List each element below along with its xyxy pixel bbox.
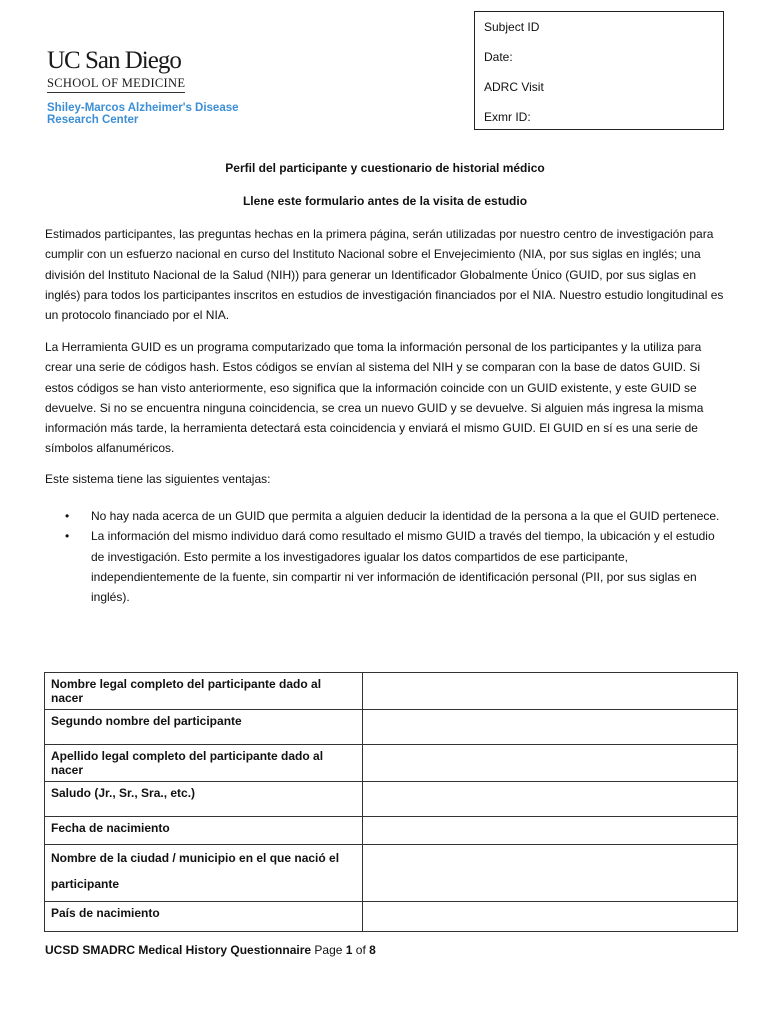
ucsd-logo (47, 48, 239, 126)
subject-id-label: Subject ID (484, 20, 540, 34)
logo-uc-san-diego: UC San Diego (47, 47, 181, 74)
footer-page-number: 1 (345, 943, 353, 957)
birth-country-field[interactable] (363, 902, 738, 932)
table-row (45, 902, 738, 932)
logo-center-line1: Shiley-Marcos Alzheimer's Disease (47, 102, 239, 114)
footer-page-total: 8 (369, 943, 376, 957)
list-item (45, 526, 731, 607)
document-title: Perfil del participante y cuestionario de historial médico (225, 161, 545, 175)
row-label-birth-city: Nombre de la ciudad / municipio en el que nació el participante (45, 845, 363, 902)
table-row (45, 817, 738, 845)
guid-tool-paragraph: La Herramienta GUID es un programa computarizado que toma la información personal de los participantes y la utiliza para crear una serie de códigos hash. Estos códigos se envían al sistema del NIH y se comparan con la base de datos GUID. Si estos códigos se han visto anteriormente, eso significa que la información coincide con un GUID existente, y este GUID se devuelve. Si no se encuentra ninguna coincidencia, se crea un nuevo GUID y se devuelve. Si alguien más ingresa la misma información más tarde, la herramienta detectará esta coincidencia y enviará el mismo GUID. El GUID en sí es una serie de símbolos alfanuméricos. (45, 340, 704, 456)
list-item (45, 506, 731, 526)
row-label-birth-country: País de nacimiento (45, 902, 363, 932)
bullet-text: La información del mismo individuo dará como resultado el mismo GUID a través del tiempo, la ubicación y el estudio de investigación. Esto permite a los investigadores igualar los datos compartidos de ese participante, independientemente de la fuente, sin compartir ni ver información de identificación personal (PII, por sus siglas en inglés). (91, 529, 715, 605)
row-label-birth-date: Fecha de nacimiento (45, 817, 363, 845)
birth-city-field[interactable] (363, 845, 738, 902)
salutation-field[interactable] (363, 782, 738, 817)
table-row (45, 745, 738, 782)
footer-page-word: Page (314, 943, 343, 957)
bullet-text: No hay nada acerca de un GUID que permita a alguien deducir la identidad de la persona a la que el GUID pertenece. (91, 509, 720, 523)
adrc-visit-label: ADRC Visit (484, 80, 544, 94)
row-label-salutation: Saludo (Jr., Sr., Sra., etc.) (45, 782, 363, 817)
bullet-icon: • (65, 509, 70, 523)
date-label: Date: (484, 50, 513, 64)
logo-school-of-medicine: SCHOOL OF MEDICINE (47, 76, 185, 93)
advantages-list (45, 506, 731, 607)
row-label-legal-last-name: Apellido legal completo del participante dado al nacer (45, 745, 363, 782)
table-row (45, 710, 738, 745)
birth-date-field[interactable] (363, 817, 738, 845)
exmr-id-label: Exmr ID: (484, 110, 531, 124)
logo-research-center (47, 102, 239, 126)
legal-first-name-field[interactable] (363, 673, 738, 710)
table-row (45, 782, 738, 817)
advantages-intro: Este sistema tiene las siguientes ventajas: (45, 472, 271, 486)
table-row (45, 845, 738, 902)
logo-center-line2: Research Center (47, 114, 139, 126)
row-label-middle-name: Segundo nombre del participante (45, 710, 363, 745)
document-subtitle: Llene este formulario antes de la visita de estudio (242, 194, 528, 208)
subject-info-box (474, 11, 724, 130)
legal-last-name-field[interactable] (363, 745, 738, 782)
row-label-legal-first-name: Nombre legal completo del participante dado al nacer (45, 673, 363, 710)
footer-title: UCSD SMADRC Medical History Questionnaire (45, 943, 312, 957)
intro-paragraph: Estimados participantes, las preguntas hechas en la primera página, serán utilizadas por nuestro centro de investigación para cumplir con un esfuerzo nacional en curso del Instituto Nacional sobre el Envejecimiento (NIA, por sus siglas en inglés; una división del Instituto Nacional de la Salud (NIH)) para generar un Identificador Globalmente Único (GUID, por sus siglas en inglés) para todos los participantes inscritos en estudios de investigación financiados por el NIA. Nuestro estudio longitudinal es un protocolo financiado por el NIA. (45, 227, 724, 323)
bullet-icon: • (65, 529, 70, 544)
participant-info-table (44, 672, 738, 932)
footer-of-word: of (355, 943, 366, 957)
table-row (45, 673, 738, 710)
page-footer (45, 943, 376, 957)
middle-name-field[interactable] (363, 710, 738, 745)
